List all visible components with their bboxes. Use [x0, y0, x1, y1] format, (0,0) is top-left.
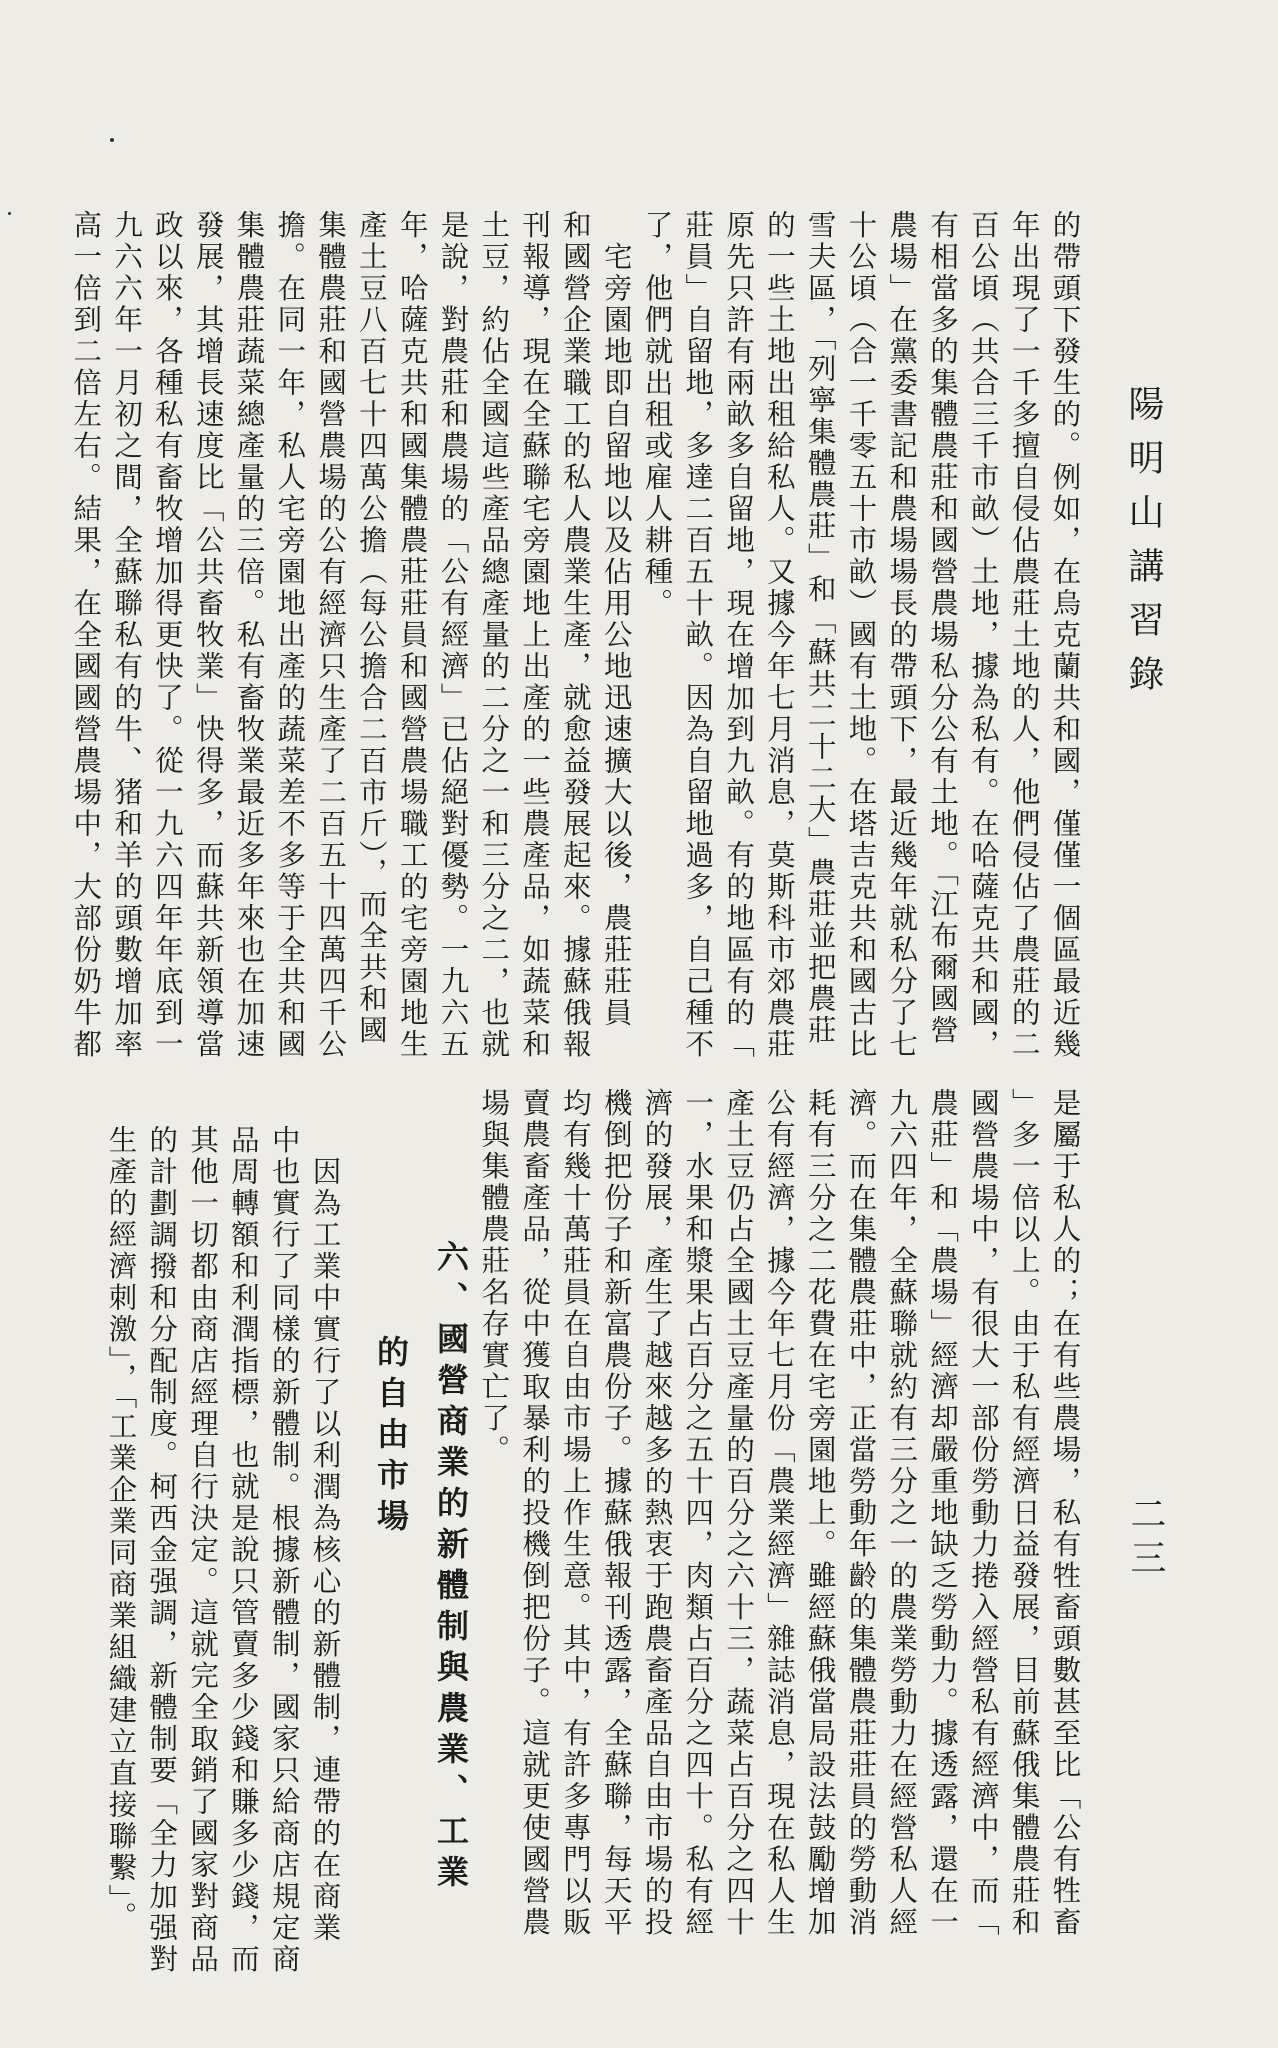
text-column: 年出現了一千多擅自侵佔農莊土地的人，他們侵佔了農莊的二 — [1007, 210, 1041, 1061]
section-heading: 六、國營商業的新體制與農業、工業 — [432, 1240, 470, 1896]
text-column: 十公頃（合一千零五十市畝）國有土地。在塔吉克共和國古比 — [844, 210, 878, 1061]
text-column: 莊員」自留地，多達二百五十畝。因為自留地過多，自己種不 — [681, 210, 715, 1061]
text-column: 一，水果和漿果占百分之五十四，肉類占百分之四十。私有經 — [681, 1088, 715, 1939]
text-column: 因為工業中實行了以利潤為核心的新體制，連帶的在商業 — [308, 1125, 342, 1944]
book-title: 陽明山講習錄 — [1123, 385, 1164, 709]
text-column: 原先只許有兩畝多自留地，現在增加到九畝。有的地區有的「 — [722, 210, 756, 1061]
text-column: 擔。在同一年，私人宅旁園地出產的蔬菜差不多等于全共和國 — [273, 210, 307, 1061]
section-heading-continued: 的自由市場 — [372, 1335, 410, 1540]
text-column: 土豆，約佔全國這些產品總產量的二分之一和三分之二，也就 — [477, 210, 511, 1061]
text-column: 產土豆仍占全國土豆產量的百分之六十三，蔬菜占百分之四十 — [722, 1088, 756, 1939]
text-column: 政以來，各種私有畜牧增加得更快了。從一九六四年年底到一 — [150, 210, 184, 1061]
text-column: 品周轉額和利潤指標，也就是說只管賣多少錢和賺多少錢，而 — [226, 1125, 260, 1976]
text-column: 宅旁園地即自留地以及佔用公地迅速擴大以後，農莊莊員 — [599, 210, 633, 1029]
text-column: 賣農畜產品，從中獲取暴利的投機倒把份子。這就更使國營農 — [518, 1088, 552, 1939]
text-column: 九六四年，全蘇聯就約有三分之一的農業勞動力在經營私人經 — [885, 1088, 919, 1939]
text-column: 國營農場中，有很大一部份勞動力捲入經營私有經濟中，而「 — [966, 1088, 1000, 1939]
text-column: 濟的發展，產生了越來越多的熱衷于跑農畜產品自由市場的投 — [640, 1088, 674, 1939]
text-column: 的計劃調撥和分配制度。柯西金强調，新體制要「全力加强對 — [145, 1125, 179, 1976]
text-column: 和國營企業職工的私人農業生產，就愈益發展起來。據蘇俄報 — [558, 210, 592, 1061]
text-column: 耗有三分之二花費在宅旁園地上。雖經蘇俄當局設法鼓勵增加 — [803, 1088, 837, 1939]
text-column: 」多一倍以上。由于私有經濟日益發展，目前蘇俄集體農莊和 — [1007, 1088, 1041, 1939]
text-column: 的帶頭下發生的。例如，在烏克蘭共和國，僅僅一個區最近幾 — [1048, 210, 1082, 1061]
text-column: 產土豆八百七十四萬公擔（每公擔合二百市斤），而全共和國 — [354, 210, 388, 1047]
text-column: 高一倍到二倍左右。結果，在全國國營農場中，大部份奶牛都 — [69, 210, 103, 1061]
page-number: 二三 — [1125, 1495, 1166, 1583]
text-column: 集體農莊蔬菜總產量的三倍。私有畜牧業最近多年來也在加速 — [232, 210, 266, 1061]
ink-speck — [8, 212, 11, 215]
text-column: 年，哈薩克共和國集體農莊莊員和國營農場職工的宅旁園地生 — [395, 210, 429, 1061]
text-column: 發展，其增長速度比「公共畜牧業」快得多，而蘇共新領導當 — [191, 210, 225, 1061]
text-column: 其他一切都由商店經理自行決定。這就完全取銷了國家對商品 — [186, 1125, 220, 1976]
text-column: 有相當多的集體農莊和國營農場私分公有土地。「江布爾國營 — [926, 210, 960, 1047]
text-column: 是說，對農莊和農場的「公有經濟」已佔絕對優勢。一九六五 — [436, 210, 470, 1061]
text-column: 雪夫區，「列寧集體農莊」和「蘇共二十二大」農莊並把農莊 — [803, 210, 837, 1047]
text-column: 公有經濟，據今年七月份「農業經濟」雜誌消息，現在私人生 — [762, 1088, 796, 1939]
text-column: 刊報導，現在全蘇聯宅旁園地上出產的一些農產品，如蔬菜和 — [518, 210, 552, 1061]
text-column: 是屬于私人的；在有些農場，私有牲畜頭數甚至比「公有牲畜 — [1048, 1088, 1082, 1939]
text-column: 均有幾十萬莊員在自由市場上作生意。其中，有許多專門以販 — [558, 1088, 592, 1939]
text-column: 農場」在黨委書記和農場場長的帶頭下，最近幾年就私分了七 — [885, 210, 919, 1061]
text-column: 九六六年一月初之間，全蘇聯私有的牛、猪和羊的頭數增加率 — [110, 210, 144, 1061]
text-column: 的一些土地出租給私人。又據今年七月消息，莫斯科市郊農莊 — [762, 210, 796, 1061]
text-column: 機倒把份子和新富農份子。據蘇俄報刊透露，全蘇聯，每天平 — [599, 1088, 633, 1939]
text-column: 百公頃（共合三千市畝）土地，據為私有。在哈薩克共和國， — [966, 210, 1000, 1061]
text-column: 了，他們就出租或雇人耕種。 — [640, 210, 674, 620]
text-column: 生產的經濟刺激」，「工業企業同商業組織建立直接聯繫」。 — [104, 1125, 138, 1933]
text-column: 集體農莊和國營農場的公有經濟只生產了二百五十四萬四千公 — [314, 210, 348, 1061]
text-column: 中也實行了同樣的新體制。根據新體制，國家只給商店規定商 — [267, 1125, 301, 1976]
text-column: 濟。而在集體農莊中，正當勞動年齡的集體農莊莊員的勞動消 — [844, 1088, 878, 1939]
text-column: 農莊」和「農場」經濟却嚴重地缺乏勞動力。據透露，還在一 — [926, 1088, 960, 1939]
ink-speck — [110, 138, 114, 142]
text-column: 場與集體農莊名存實亡了。 — [477, 1088, 511, 1466]
